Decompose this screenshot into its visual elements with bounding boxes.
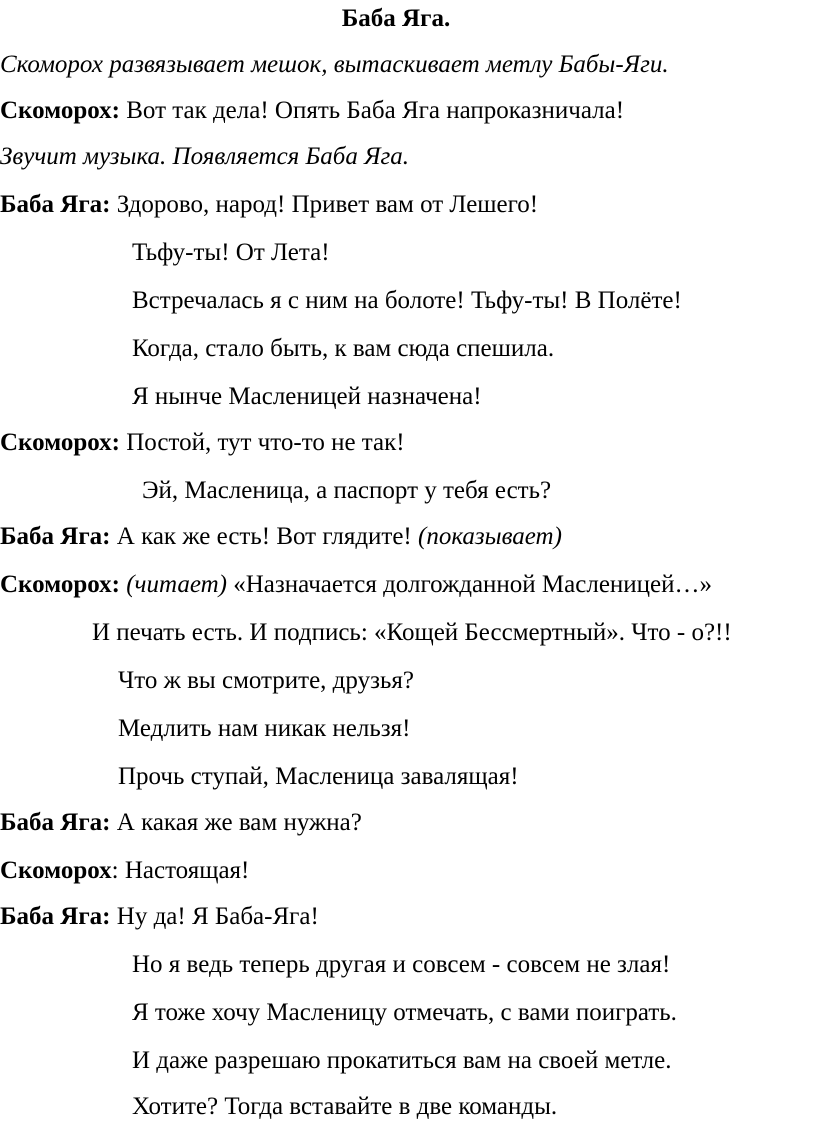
dialogue-line bbox=[0, 190, 538, 220]
dialogue-line bbox=[0, 428, 405, 458]
document-title: Баба Яга. bbox=[341, 5, 451, 32]
stage-direction: Звучит музыка. Появляется Баба Яга. bbox=[0, 143, 410, 170]
speaker-name: Баба Яга: bbox=[0, 809, 111, 836]
speaker-name: Скоморох: bbox=[0, 429, 120, 456]
stage-note: (читает) bbox=[119, 571, 227, 598]
speaker-name: Баба Яга: bbox=[0, 903, 111, 930]
dialogue-continuation: Эй, Масленица, а паспорт у тебя есть? bbox=[142, 477, 552, 504]
dialogue-text: Ну да! Я Баба-Яга! bbox=[110, 903, 319, 930]
dialogue-text: А как же есть! Вот глядите! bbox=[110, 523, 419, 550]
dialogue-text: А какая же вам нужна? bbox=[110, 809, 362, 836]
dialogue-continuation: Медлить нам никак нельзя! bbox=[118, 715, 411, 742]
dialogue-continuation: Хотите? Тогда вставайте в две команды. bbox=[132, 1093, 558, 1120]
dialogue-continuation: И печать есть. И подпись: «Кощей Бессмертный». Что - о?!! bbox=[92, 619, 732, 646]
dialogue-line bbox=[0, 808, 362, 838]
dialogue-text: : Настоящая! bbox=[111, 857, 250, 884]
dialogue-line bbox=[0, 96, 624, 126]
dialogue-continuation: Но я ведь теперь другая и совсем - совсем не злая! bbox=[132, 951, 671, 978]
dialogue-continuation: Прочь ступай, Масленица завалящая! bbox=[118, 763, 519, 790]
dialogue-continuation: Когда, стало быть, к вам сюда спешила. bbox=[132, 335, 555, 362]
dialogue-line bbox=[0, 856, 249, 886]
dialogue-continuation: Я нынче Масленицей назначена! bbox=[132, 383, 482, 410]
dialogue-text: Здорово, народ! Привет вам от Лешего! bbox=[110, 191, 539, 218]
dialogue-text: Вот так дела! Опять Баба Яга напроказничала! bbox=[119, 97, 625, 124]
dialogue-text: Постой, тут что-то не так! bbox=[119, 429, 405, 456]
dialogue-text: «Назначается долгожданной Масленицей…» bbox=[226, 571, 713, 598]
stage-direction: Скоморох развязывает мешок, вытаскивает метлу Бабы-Яги. bbox=[0, 51, 669, 78]
dialogue-continuation: Что ж вы смотрите, друзья? bbox=[118, 667, 414, 694]
dialogue-continuation: И даже разрешаю прокатиться вам на своей метле. bbox=[132, 1047, 672, 1074]
dialogue-line bbox=[0, 522, 562, 552]
dialogue-line bbox=[0, 570, 712, 600]
dialogue-line bbox=[0, 902, 319, 932]
speaker-name: Баба Яга: bbox=[0, 523, 111, 550]
stage-note: (показывает) bbox=[418, 523, 562, 550]
speaker-name: Скоморох bbox=[0, 857, 112, 884]
dialogue-continuation: Тьфу-ты! От Лета! bbox=[132, 239, 330, 266]
speaker-name: Скоморох: bbox=[0, 571, 120, 598]
speaker-name: Баба Яга: bbox=[0, 191, 111, 218]
speaker-name: Скоморох: bbox=[0, 97, 120, 124]
dialogue-continuation: Я тоже хочу Масленицу отмечать, с вами поиграть. bbox=[132, 999, 677, 1026]
dialogue-continuation: Встречалась я с ним на болоте! Тьфу-ты! В Полёте! bbox=[132, 287, 682, 314]
